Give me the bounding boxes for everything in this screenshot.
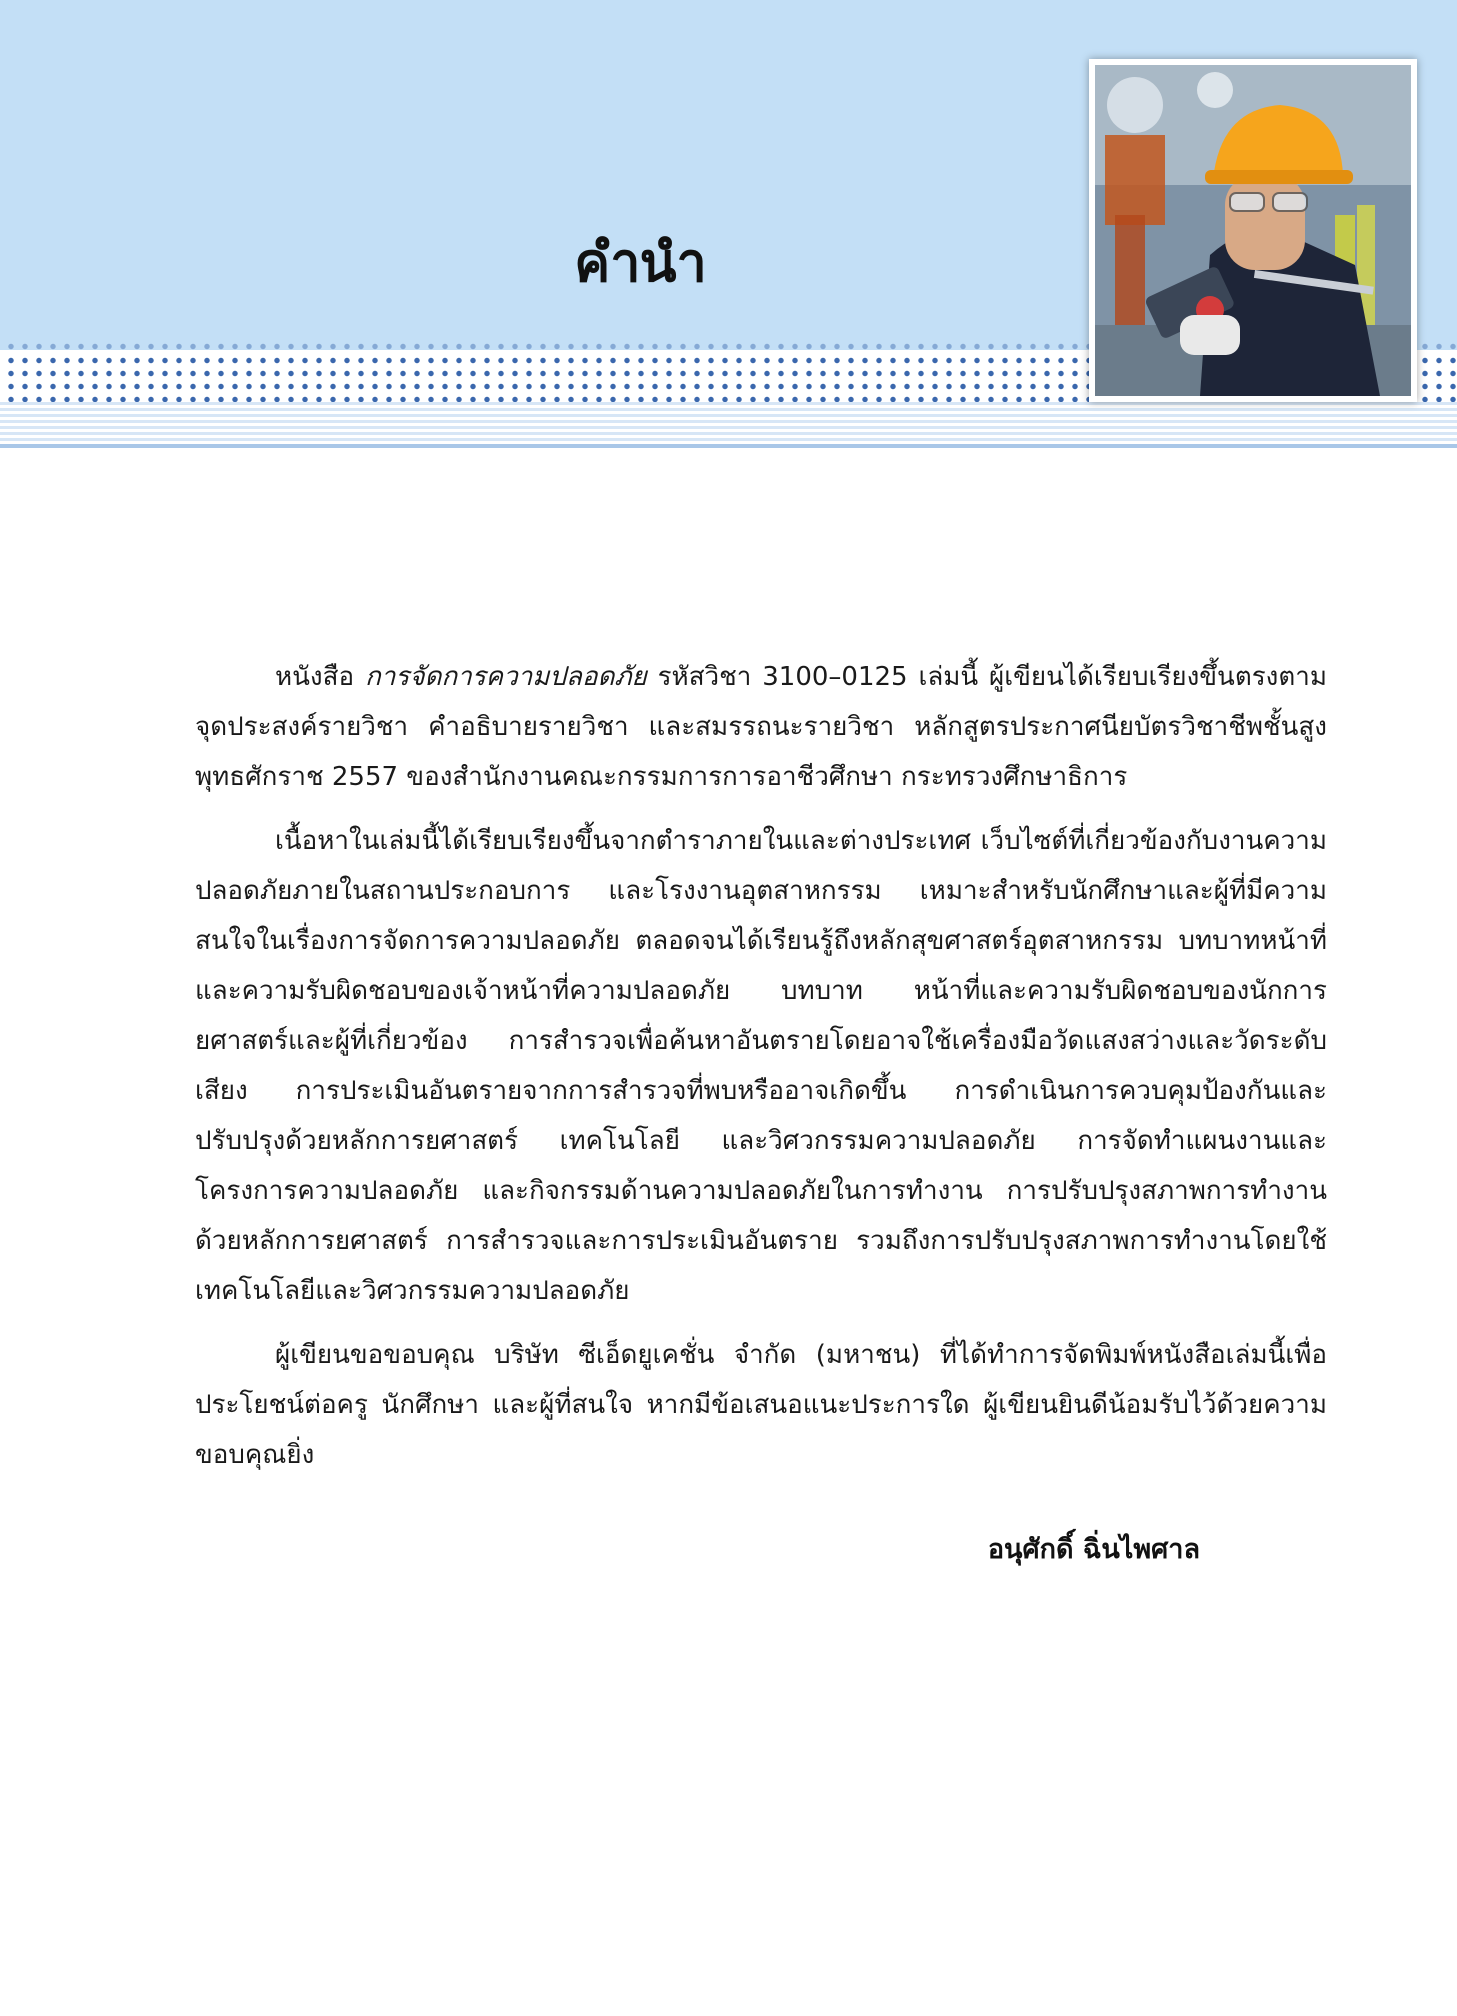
stripe-band-edge — [0, 444, 1457, 448]
book-title: การจัดการความปลอดภัย — [364, 662, 647, 692]
preface-body — [195, 652, 1327, 1494]
paragraph-1 — [195, 652, 1327, 802]
stripe-band — [0, 402, 1457, 448]
paragraph-1-text: รหัสวิชา 3100–0125 เล่มนี้ ผู้เขียนได้เรียบเรียงขึ้นตรงตามจุดประสงค์รายวิชา คำอธิบายรายวิชา และสมรรถนะรายวิชา หลักสูตรประกาศนียบัตรวิชาชีพชั้นสูง พุทธศักราช 2557 ของสำนักงานคณะกรรมการการอาชีวศึกษา กระทรวงศึกษาธิการ — [195, 662, 1327, 792]
author-name: อนุศักดิ์ ฉิ่นไพศาล — [987, 1534, 1200, 1565]
worker-photo — [1095, 65, 1411, 396]
page-title: คำนำ — [574, 231, 706, 294]
paragraph-1-prefix: หนังสือ — [275, 662, 365, 692]
paragraph-2: เนื้อหาในเล่มนี้ได้เรียบเรียงขึ้นจากตำราภายในและต่างประเทศ เว็บไซต์ที่เกี่ยวข้องกับงานความปลอดภัยภายในสถานประกอบการ และโรงงานอุตสาหกรรม เหมาะสำหรับนักศึกษาและผู้ที่มีความสนใจในเรื่องการจัดการความปลอดภัย ตลอดจนได้เรียนรู้ถึงหลักสุขศาสตร์อุตสาหกรรม บทบาทหน้าที่และความรับผิดชอบของเจ้าหน้าที่ความปลอดภัย บทบาท หน้าที่และความรับผิดชอบของนักการยศาสตร์และผู้ที่เกี่ยวข้อง การสำรวจเพื่อค้นหาอันตรายโดยอาจใช้เครื่องมือวัดแสงสว่างและวัดระดับเสียง การประเมินอันตรายจากการสำรวจที่พบหรืออาจเกิดขึ้น การดำเนินการควบคุมป้องกันและปรับปรุงด้วยหลักการยศาสตร์ เทคโนโลยี และวิศวกรรมความปลอดภัย การจัดทำแผนงานและโครงการความปลอดภัย และกิจกรรมด้านความปลอดภัยในการทำงาน การปรับปรุงสภาพการทำงานด้วยหลักการยศาสตร์ การสำรวจและการประเมินอันตราย รวมถึงการปรับปรุงสภาพการทำงานโดยใช้เทคโนโลยีและวิศวกรรมความปลอดภัย — [195, 826, 1327, 1306]
paragraph-3: ผู้เขียนขอขอบคุณ บริษัท ซีเอ็ดยูเคชั่น จำกัด (มหาชน) ที่ได้ทำการจัดพิมพ์หนังสือเล่มนี้เพื่อประโยชน์ต่อครู นักศึกษา และผู้ที่สนใจ หากมีข้อเสนอแนะประการใด ผู้เขียนยินดีน้อมรับไว้ด้วยความขอบคุณยิ่ง — [195, 1340, 1327, 1470]
worker-illustration — [1095, 65, 1411, 396]
